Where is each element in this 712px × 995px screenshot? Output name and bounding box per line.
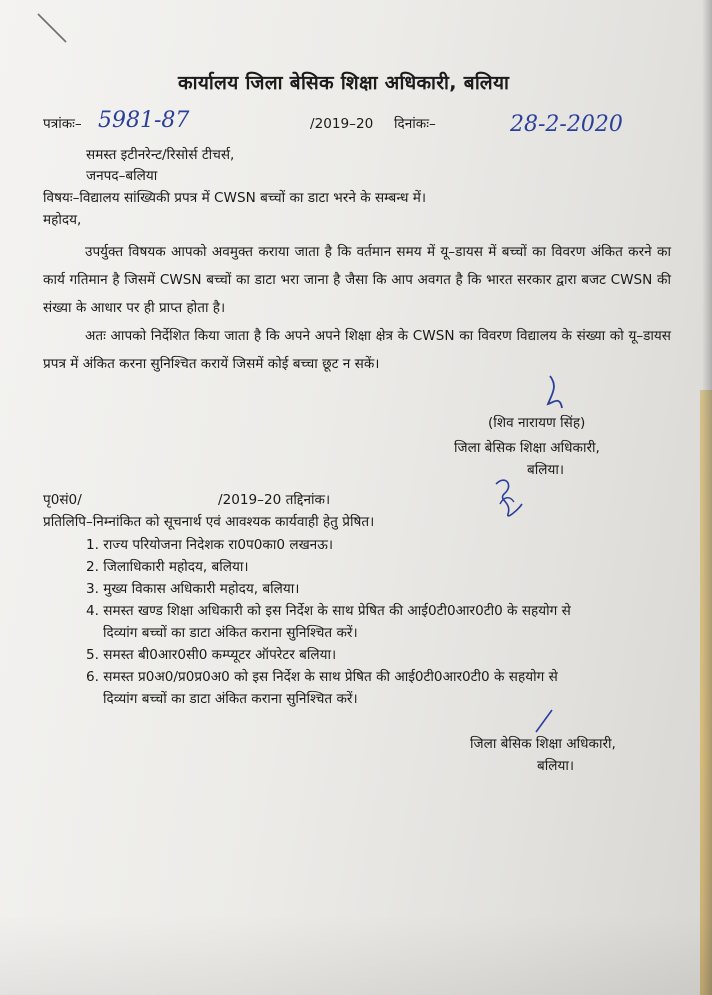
subject-line: विषयः–विद्यालय सांख्यिकी प्रपत्र में CWSN बच्चों का डाटा भरने के सम्बन्ध में। bbox=[43, 190, 427, 206]
ref-label: पत्रांकः– bbox=[43, 116, 82, 132]
date-label: दिनांकः– bbox=[394, 116, 436, 132]
copy-item-2: 2. जिलाधिकारी महोदय, बलिया। bbox=[86, 559, 249, 575]
office-title: कार्यालय जिला बेसिक शिक्षा अधिकारी, बलिया bbox=[178, 72, 510, 94]
copy-item-4-cont: दिव्यांग बच्चों का डाटा अंकित कराना सुनिश्चित करें। bbox=[103, 625, 358, 641]
addressee-line-1: समस्त इटीनरेन्ट/रिसोर्स टीचर्स, bbox=[86, 147, 235, 163]
body-paragraph-1: उपर्युक्त विषयक आपको अवमुक्त कराया जाता है कि वर्तमान समय में यू–डायस में बच्चों का विवरण अंकित करने का कार्य गतिमान है जिसमें CWSN बच्चों का डाटा भरा जाना है जैसा कि आप अवगत है कि भारत सरकार द्वारा बजट CWSN की संख्या के आधार पर ही प्राप्त होता है। bbox=[43, 244, 671, 316]
salutation: महोदय, bbox=[43, 212, 82, 228]
ref-number-handwritten: 5981-87 bbox=[98, 108, 190, 133]
copy-item-3: 3. मुख्य विकास अधिकारी महोदय, बलिया। bbox=[86, 581, 300, 597]
copy-item-1: 1. राज्य परियोजना निदेशक रा0प0का0 लखनऊ। bbox=[86, 537, 334, 553]
ref-year: /2019–20 bbox=[310, 116, 374, 132]
copy-intro: प्रतिलिपि–निम्नांकित को सूचनार्थ एवं आवश्यक कार्यवाही हेतु प्रेषित। bbox=[43, 514, 375, 530]
copy-item-6: 6. समस्त प्र0अ0/प्र0प्र0अ0 को इस निर्देश के साथ प्रेषित की आई0टी0आर0टी0 के सहयोग से bbox=[86, 669, 558, 685]
body-paragraph-2: अतः आपको निर्देशित किया जाता है कि अपने अपने शिक्षा क्षेत्र के CWSN का विवरण विद्यालय के संख्या को यू–डायस प्रपत्र में अंकित करना सुनिश्चित करायें जिसमें कोई बच्चा छूट न सकें। bbox=[43, 328, 671, 372]
date-handwritten: 28-2-2020 bbox=[510, 112, 623, 137]
signatory-name: (शिव नारायण सिंह) bbox=[488, 415, 586, 431]
addressee-line-2: जनपद–बलिया bbox=[86, 168, 158, 184]
footer-place: बलिया। bbox=[537, 758, 575, 774]
page-bottom-shade bbox=[0, 915, 712, 995]
copy-item-6-cont: दिव्यांग बच्चों का डाटा अंकित कराना सुनिश्चित करें। bbox=[103, 691, 358, 707]
signatory-place: बलिया। bbox=[527, 462, 565, 478]
copy-item-5: 5. समस्त बी0आर0सी0 कम्प्यूटर ऑपरेटर बलिया। bbox=[86, 647, 337, 663]
footer-designation: जिला बेसिक शिक्षा अधिकारी, bbox=[470, 736, 616, 752]
initials-mark bbox=[490, 474, 530, 524]
page-edge-shadow bbox=[702, 0, 712, 995]
copy-ref-label: पृ0सं0/ bbox=[43, 492, 82, 508]
pen-stroke-mark bbox=[30, 8, 70, 48]
copy-ref-year: /2019–20 तद्दिनांक। bbox=[218, 492, 331, 508]
footer-signature-mark bbox=[530, 706, 560, 736]
signature-mark bbox=[540, 374, 570, 418]
copy-item-4: 4. समस्त खण्ड शिक्षा अधिकारी को इस निर्देश के साथ प्रेषित की आई0टी0आर0टी0 के सहयोग से bbox=[86, 603, 571, 619]
signatory-designation: जिला बेसिक शिक्षा अधिकारी, bbox=[454, 440, 600, 456]
